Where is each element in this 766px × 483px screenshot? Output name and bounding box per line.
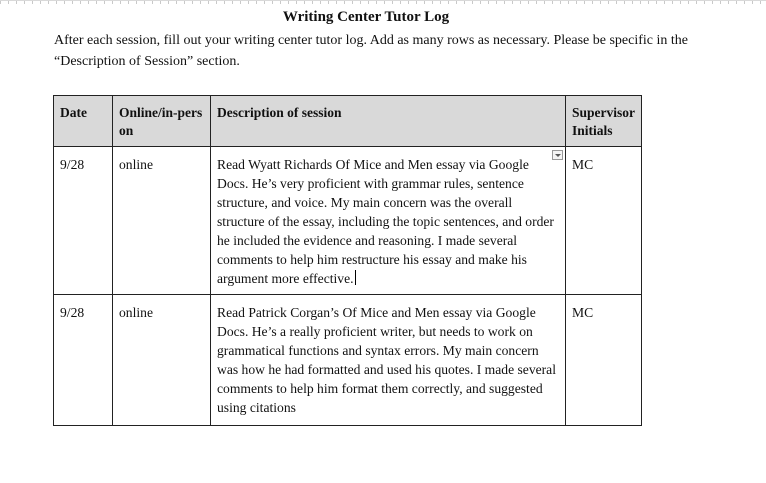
- cell-mode[interactable]: online: [113, 295, 211, 426]
- table-header-row: [54, 96, 642, 147]
- cell-description[interactable]: [211, 147, 566, 295]
- cell-initials[interactable]: MC: [566, 295, 642, 426]
- header-initials[interactable]: Supervisor Initials: [566, 96, 642, 147]
- description-text: Read Wyatt Richards Of Mice and Men essay via Google Docs. He’s very proficient with grammar rules, sentence structure, and voice. My main concern was the overall structure of the essay, including the topic sentences, and order he included the evidence and reasoning. I made several comments to help him restructure his essay and make his argument more effective.: [217, 157, 554, 286]
- header-description[interactable]: Description of session: [211, 96, 566, 147]
- top-ruler: [0, 0, 766, 5]
- description-text: Read Patrick Corgan’s Of Mice and Men essay via Google Docs. He’s a really proficient writer, but needs to work on grammatical functions and syntax errors. My main concern was how he had formatted and used his quotes. I made several comments to help him format them correctly, and suggested using citations: [217, 305, 556, 415]
- table-row: [54, 147, 642, 295]
- header-date[interactable]: Date: [54, 96, 113, 147]
- document-title: Writing Center Tutor Log: [282, 9, 450, 25]
- cell-date[interactable]: 9/28: [54, 147, 113, 295]
- cell-description[interactable]: [211, 295, 566, 426]
- cell-date[interactable]: 9/28: [54, 295, 113, 426]
- intro-paragraph[interactable]: After each session, fill out your writing center tutor log. Add as many rows as necessary. Please be specific in the “Description of Session” section.: [54, 33, 688, 69]
- tutor-log-table: [53, 95, 642, 426]
- chevron-down-icon[interactable]: [552, 150, 563, 160]
- table-row: [54, 295, 642, 426]
- cell-initials[interactable]: MC: [566, 147, 642, 295]
- header-mode[interactable]: Online/in-person: [113, 96, 211, 147]
- cell-mode[interactable]: online: [113, 147, 211, 295]
- text-cursor: [355, 270, 356, 285]
